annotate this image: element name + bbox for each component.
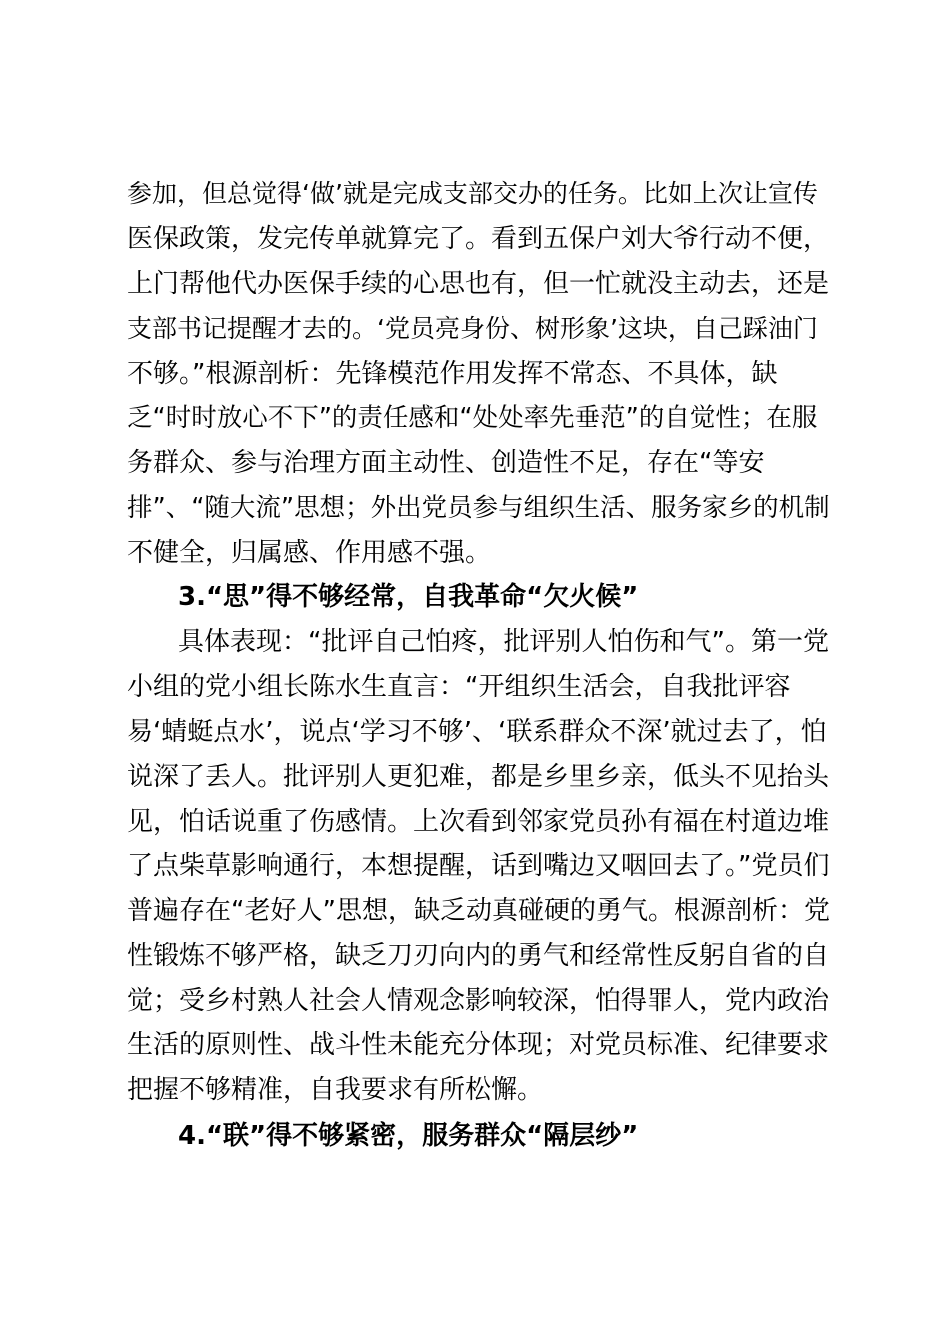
body-text-line: 上门帮他代办医保手续的心思也有，但一忙就没主动去，还是 — [127, 269, 830, 299]
body-text-line: 性锻炼不够严格，缺乏刀刃向内的勇气和经常性反躬自省的自 — [127, 941, 830, 971]
body-text-line: 参加，但总觉得‘做’就是完成支部交办的任务。比如上次让宣传 — [127, 179, 818, 208]
body-text-line: 见，怕话说重了伤感情。上次看到邻家党员孙有福在村道边堆 — [127, 807, 830, 837]
body-text-line: 生活的原则性、战斗性未能充分体现；对党员标准、纪律要求 — [127, 1030, 830, 1060]
body-text-line: 务群众、参与治理方面主动性、创造性不足，存在“等安 — [127, 448, 765, 478]
body-text-line: 普遍存在“老好人”思想，缺乏动真碰硬的勇气。根源剖析：党 — [127, 896, 830, 926]
body-text-line: 具体表现：“批评自己怕疼，批评别人怕伤和气”。第一党 — [178, 627, 829, 657]
body-text-line: 不健全，归属感、作用感不强。 — [127, 538, 492, 568]
body-text-line: 觉；受乡村熟人社会人情观念影响较深，怕得罪人，党内政治 — [127, 986, 830, 1016]
body-text-line: 了点柴草影响通行，本想提醒，话到嘴边又咽回去了。”党员们 — [127, 851, 830, 881]
body-text-line: 不够。”根源剖析：先锋模范作用发挥不常态、不具体，缺 — [127, 359, 778, 389]
section-heading-4: 4.“联”得不够紧密，服务群众“隔层纱” — [178, 1121, 639, 1151]
body-text-line: 把握不够精准，自我要求有所松懈。 — [127, 1075, 544, 1105]
body-text-line: 支部书记提醒才去的。‘党员亮身份、树形象’这块，自己踩油门 — [127, 314, 818, 343]
body-text-line: 易‘蜻蜓点水’，说点‘学习不够’、‘联系群众不深’就过去了，怕 — [127, 717, 827, 747]
body-text-line: 医保政策，发完传单就算完了。看到五保户刘大爷行动不便， — [127, 224, 830, 254]
body-text-line: 排”、“随大流”思想；外出党员参与组织生活、服务家乡的机制 — [127, 493, 830, 523]
body-text-line: 说深了丢人。批评别人更犯难，都是乡里乡亲，低头不见抬头 — [127, 762, 830, 792]
section-heading-3: 3.“思”得不够经常，自我革命“欠火候” — [178, 582, 639, 612]
body-text-line: 小组的党小组长陈水生直言：“开组织生活会，自我批评容 — [127, 672, 791, 702]
body-text-line: 乏“时时放心不下”的责任感和“处处率先垂范”的自觉性；在服 — [127, 403, 818, 433]
